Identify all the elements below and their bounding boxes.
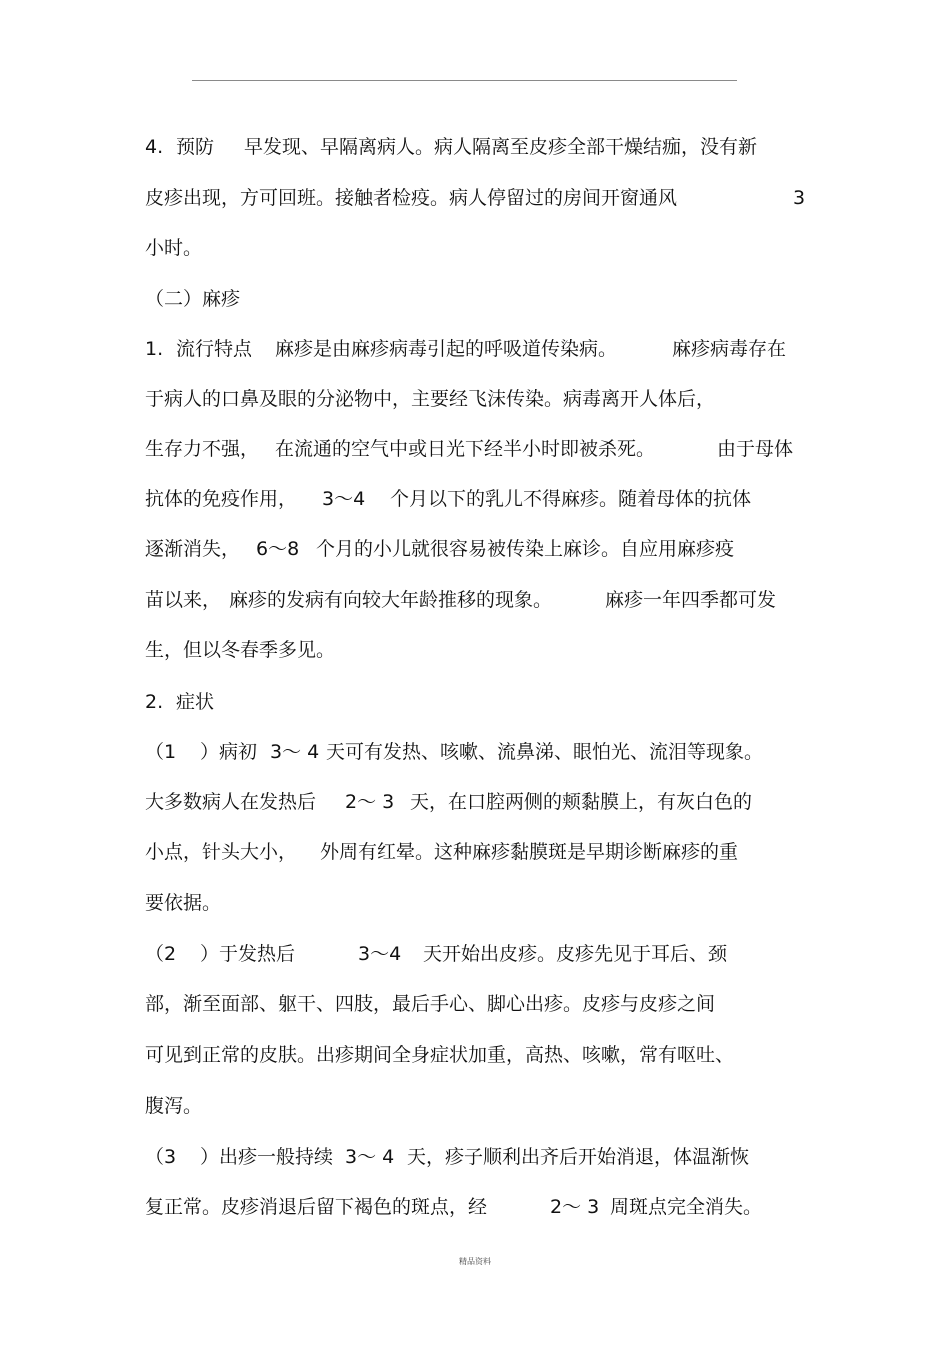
text-segment: 要依据。: [145, 892, 222, 914]
text-segment: 小点，针头大小，: [145, 841, 298, 863]
text-segment: 于病人的口鼻及眼的分泌物中，主要经飞沫传染。病毒离开人体后，: [145, 388, 716, 410]
text-segment: ）于发热后: [200, 943, 296, 965]
text-segment: 天可有发热、咳嗽、流鼻涕、眼怕光、流泪等现象。: [326, 741, 764, 763]
text-segment: 由于母体: [717, 438, 794, 460]
text-segment: 6～8: [256, 538, 300, 560]
text-segment: 生，但以冬春季多见。: [145, 639, 336, 661]
text-segment: 可见到正常的皮肤。出疹期间全身症状加重，高热、咳嗽，常有呕吐、: [145, 1044, 735, 1066]
text-segment: 天，疹子顺利出齐后开始消退，体温渐恢: [407, 1146, 750, 1168]
text-segment: 天，在口腔两侧的颊黏膜上，有灰白色的: [410, 791, 753, 813]
text-segment: （1: [145, 741, 177, 763]
page-footer: 精品资料: [459, 1257, 491, 1266]
text-segment: 麻疹病毒存在: [672, 338, 787, 360]
text-segment: 苗以来，: [145, 589, 222, 611]
text-segment: 3～4: [322, 488, 366, 510]
text-segment: 小时。: [145, 237, 203, 259]
text-segment: 逐渐消失，: [145, 538, 241, 560]
text-segment: 3～ 4: [345, 1146, 395, 1168]
text-segment: 麻疹一年四季都可发: [605, 589, 777, 611]
text-segment: 预防: [176, 136, 215, 158]
text-segment: 麻疹的发病有向较大年龄推移的现象。: [229, 589, 553, 611]
text-segment: 流行特点: [176, 338, 253, 360]
text-segment: 抗体的免疫作用，: [145, 488, 298, 510]
text-segment: 大多数病人在发热后: [145, 791, 317, 813]
text-segment: 周斑点完全消失。: [610, 1196, 763, 1218]
text-segment: 个月的小儿就很容易被传染上麻诊。自应用麻疹疫: [316, 538, 735, 560]
text-segment: ）出疹一般持续: [200, 1146, 334, 1168]
text-segment: 麻疹是由麻疹病毒引起的呼吸道传染病。: [275, 338, 618, 360]
text-segment: 部，渐至面部、躯干、四肢，最后手心、脚心出疹。皮疹与皮疹之间: [145, 993, 716, 1015]
text-segment: 腹泻。: [145, 1095, 203, 1117]
text-segment: 1.: [145, 338, 164, 360]
text-segment: 4.: [145, 136, 164, 158]
text-segment: 生存力不强，: [145, 438, 260, 460]
header-rule: [192, 80, 737, 81]
text-segment: 复正常。皮疹消退后留下褐色的斑点，经: [145, 1196, 488, 1218]
text-segment: （二）麻疹: [145, 288, 241, 310]
text-segment: 2.: [145, 691, 164, 713]
text-segment: 早发现、早隔离病人。病人隔离至皮疹全部干燥结痂，没有新: [244, 136, 758, 158]
text-segment: 天开始出皮疹。皮疹先见于耳后、颈: [423, 943, 728, 965]
text-segment: （3: [145, 1146, 177, 1168]
text-segment: 2～ 3: [550, 1196, 600, 1218]
text-segment: 在流通的空气中或日光下经半小时即被杀死。: [275, 438, 656, 460]
text-segment: 3～ 4: [270, 741, 320, 763]
text-segment: 症状: [176, 691, 215, 713]
text-segment: 2～ 3: [345, 791, 395, 813]
text-segment: 个月以下的乳儿不得麻疹。随着母体的抗体: [390, 488, 752, 510]
text-segment: 外周有红晕。这种麻疹黏膜斑是早期诊断麻疹的重: [320, 841, 739, 863]
text-segment: 3: [793, 187, 806, 209]
text-segment: （2: [145, 943, 177, 965]
text-segment: 3～4: [358, 943, 402, 965]
text-segment: ）病初: [200, 741, 258, 763]
text-segment: 皮疹出现，方可回班。接触者检疫。病人停留过的房间开窗通风: [145, 187, 678, 209]
